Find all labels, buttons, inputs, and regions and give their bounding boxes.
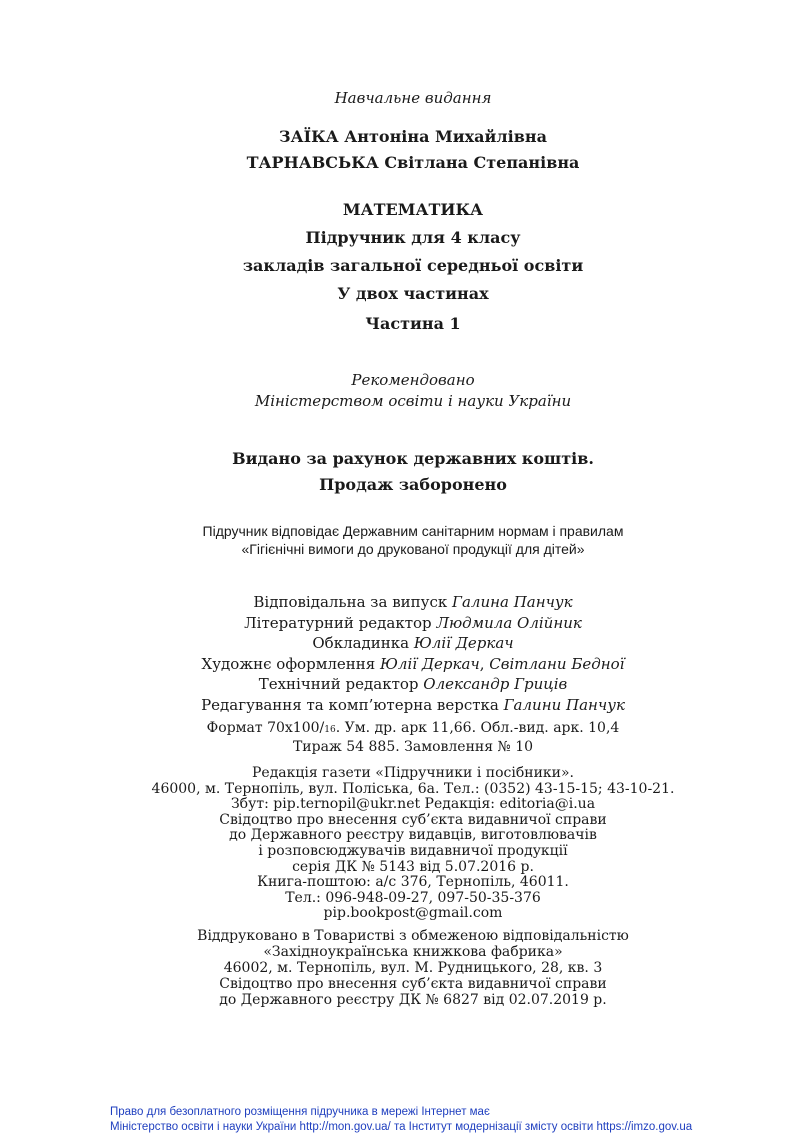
credit-line: Літературний редактор Людмила Олійник <box>244 613 582 632</box>
edition-type: Навчальне видання <box>334 89 492 107</box>
printer-info: Віддруковано в Товаристві з обмеженою відповідальністю «Західноукраїнська книжкова фабрика» 46002, м. Тернопіль, вул. М. Рудницького, 28, кв. 3 Свідоцтво про внесення суб’єкта видавничої справи до Державного реєстру ДК № 6827 від 02.07.2019 р. <box>197 928 629 1008</box>
book-subtitle-3: У двох частинах <box>337 284 489 303</box>
author-1: ЗАЇКА Антоніна Михайлівна <box>279 127 547 146</box>
recommendation-block: Рекомендовано Міністерством освіти і науки України <box>254 371 572 410</box>
book-part: Частина 1 <box>365 314 461 333</box>
print-specs: Формат 70х100/16. Ум. др. арк 11,66. Обл.-вид. арк. 10,4 Тираж 54 885. Замовлення № 10 <box>206 720 620 755</box>
book-title-block <box>0 196 800 308</box>
author-2: ТАРНАВСЬКА Світлана Степанівна <box>246 153 580 172</box>
book-subtitle-2: закладів загальної середньої освіти <box>242 256 584 275</box>
sanitary-notice: Підручник відповідає Державним санітарним нормам і правилам «Гігієнічні вимоги до друкованої продукції для дітей» <box>202 523 624 557</box>
credit-line: Художнє оформлення Юлії Деркач, Світлани Бедної <box>201 654 625 673</box>
license-footer: Право для безоплатного розміщення підручника в мережі Інтернет має Міністерство освіти і науки України http://mon.gov.ua/ та Інститут модернізації змісту освіти https://imzo.gov.ua <box>110 1106 693 1133</box>
staff-credits <box>0 592 800 715</box>
credit-line: Відповідальна за випуск Галина Панчук <box>253 593 573 611</box>
funding-notice: Видано за рахунок державних коштів. Продаж заборонено <box>232 449 594 494</box>
publisher-info: Редакція газети «Підручники і посібники». 46000, м. Тернопіль, вул. Поліська, 6а. Тел.: (0352) 43-15-15; 43-10-21. Збут: pip.ternopil@ukr.net Редакція: editoria@i.ua Свідоцтво про внесення суб’єкта видавничої справи до Державного реєстру видавців, виготовлювачів і розповсюджувачів видавничої продукції серія ДК № 5143 від 5.07.2016 р. Книга-поштою: а/с 376, Тернопіль, 46011. Тел.: 096-948-09-27, 097-50-35-376 pip.bookpost@gmail.com <box>151 765 675 922</box>
book-subtitle-1: Підручник для 4 класу <box>305 228 521 247</box>
credit-line: Технічний редактор Олександр Гриців <box>258 675 568 693</box>
credit-line: Редагування та комп’ютерна верстка Галини Панчук <box>201 695 625 714</box>
credit-line: Обкладинка Юлії Деркач <box>312 634 514 652</box>
authors-block <box>0 124 800 176</box>
book-subject: МАТЕМАТИКА <box>342 200 484 219</box>
